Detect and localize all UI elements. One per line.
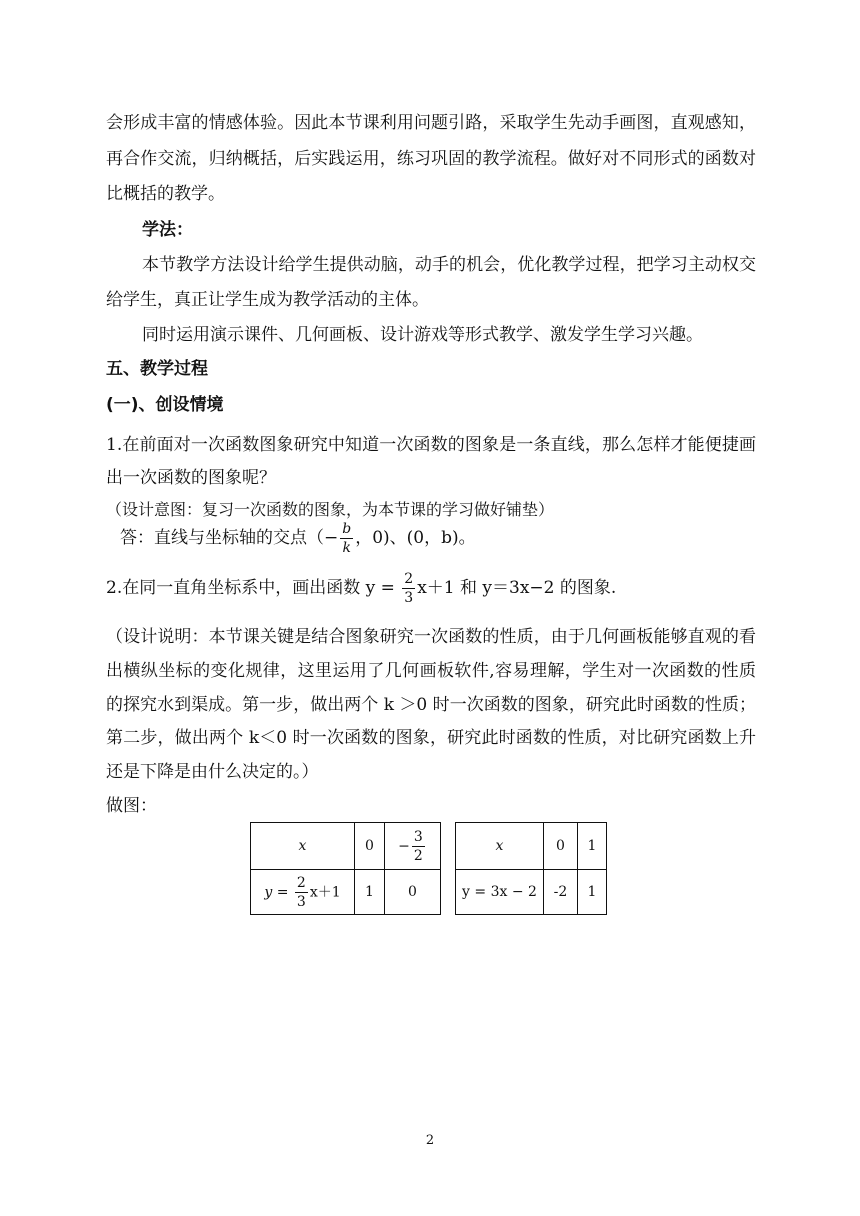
paragraph-line: 同时运用演示课件、几何画板、设计游戏等形式教学、激发学生学习兴趣。: [142, 325, 703, 345]
value-table-2: [455, 822, 607, 915]
table-row-label: y = $\frac{2}{3}$ x＋1: [251, 870, 355, 915]
paragraph-line: 比概括的教学。: [106, 184, 225, 204]
table-cell: 1: [578, 823, 607, 870]
paragraph-line: 会形成丰富的情感体验。因此本节课利用问题引路，采取学生先动手画图，直观感知，: [106, 113, 756, 133]
subsection-heading: (一)、创设情境: [106, 395, 224, 415]
page-number: 2: [425, 1133, 435, 1148]
fraction-b-over-k: $\frac{b}{k}$: [342, 521, 352, 556]
question-line: 1.在前面对一次函数图象研究中知道一次函数的图象是一条直线，那么怎样才能便捷画: [106, 435, 756, 455]
table-cell: 0: [544, 823, 578, 870]
table-cell: -2: [544, 870, 578, 915]
table-cell-fraction: − $\frac{3}{2}$: [385, 823, 441, 870]
table-header-cell: x: [251, 823, 355, 870]
q2-prefix: 2.在同一直角坐标系中，画出函数 y =: [106, 578, 401, 598]
answer-suffix: ，0)、(0，b)。: [355, 528, 476, 548]
table-cell: 0: [385, 870, 441, 915]
design-note-line: 的探究水到渠成。第一步，做出两个 k ＞0 时一次函数的图象，研究此时函数的性质；: [106, 695, 756, 715]
question-2-line: [106, 572, 616, 605]
table-cell: 0: [355, 823, 385, 870]
design-note-line: 出横纵坐标的变化规律，这里运用了几何画板软件,容易理解，学生对一次函数的性质: [106, 661, 756, 681]
xuefa-heading: 学法：: [142, 220, 193, 240]
value-table-1: [250, 822, 441, 915]
design-note-line: 还是下降是由什么决定的。）: [106, 762, 319, 782]
table-cell: 1: [578, 870, 607, 915]
fraction-two-thirds: $\frac{2}{3}$: [404, 571, 414, 606]
design-note-line: （设计说明：本节课关键是结合图象研究一次函数的性质，由于几何画板能够直观的看: [106, 627, 756, 647]
answer-line: [120, 522, 476, 555]
table-header-cell: x: [456, 823, 544, 870]
answer-prefix: 答：直线与坐标轴的交点（−: [120, 528, 339, 548]
paragraph-line: 给学生，真正让学生成为教学活动的主体。: [106, 290, 429, 310]
design-note-line: 第二步，做出两个 k＜0 时一次函数的图象，研究此时函数的性质，对比研究函数上升: [106, 728, 756, 748]
design-intent: （设计意图：复习一次函数的图象，为本节课的学习做好铺垫）: [106, 500, 555, 519]
table-row-label: y = 3x − 2: [456, 870, 544, 915]
section-heading: 五、教学过程: [106, 359, 208, 379]
paragraph-line: 本节教学方法设计给学生提供动脑，动手的机会，优化教学过程，把学习主动权交: [142, 255, 756, 275]
question-line: 出一次函数的图象呢？: [106, 468, 276, 488]
paragraph-line: 再合作交流，归纳概括，后实践运用，练习巩固的教学流程。做好对不同形式的函数对: [106, 149, 756, 169]
table-cell: 1: [355, 870, 385, 915]
q2-suffix: x＋1 和 y＝3x−2 的图象.: [417, 578, 617, 598]
zuotu-label: 做图：: [106, 796, 157, 816]
